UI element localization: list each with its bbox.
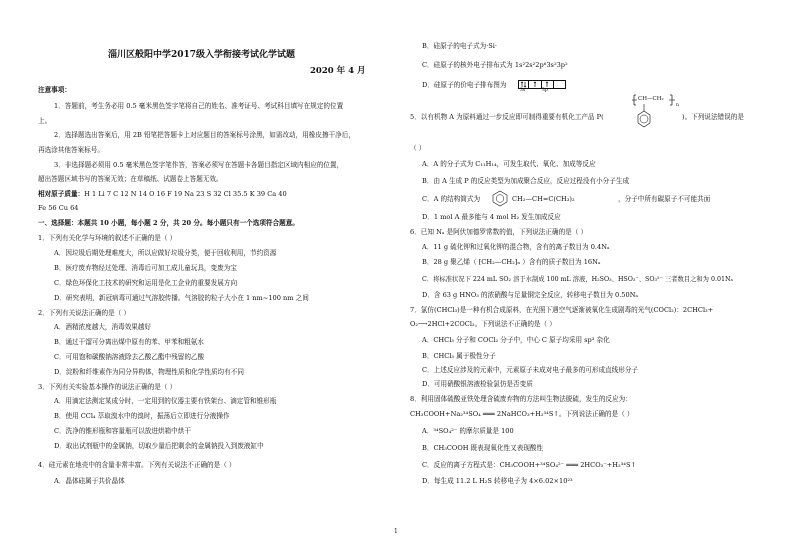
question-5-option-b: B．由 A 生成 P 的反应类型为加成聚合反应，反应过程没有小分子生成 [422,177,630,185]
question-5-option-c-tail: ，分子中所有碳原子不可能共面 [618,195,711,203]
question-6-option-d: D．含 63 g HNO₃ 的浓硝酸与足量铜完全反应，转移电子数目为 0.50Nₐ [422,291,639,299]
question-4-option-a: A．晶体硅属于共价晶体 [54,477,125,485]
atomic-mass-row-2: Fe 56 Cu 64 [38,204,79,212]
question-5-option-c-label: C．A 的结构简式为 [422,195,481,203]
notice-line: 2．选择题选出答案后，用 2B 铅笔把答题卡上对应题目的答案标号涂黑，如需改动，用橡皮擦干净后， [54,131,355,139]
electron-pair-arrows [519,81,528,88]
question-2-option-a: A．酒精浓度越大，消毒效果越好 [54,323,152,331]
question-1-option-b: B．医疗废弃物经过处理、消毒后可加工成儿童玩具，变废为宝 [54,264,237,272]
question-2-option-d: D．淀粉和纤维素作为同分异构体，物理性质和化学性质均有不同 [54,368,244,376]
question-1-option-c: C．绿色环保化工技术的研究和运用是化工企业的重要发展方向 [54,279,238,287]
question-6-stem: 6．已知 Nₐ 是阿伏加德罗常数的值，下列说法正确的是（ ） [410,228,588,236]
polymer-p-repeat-unit: CH—CH₂ [638,96,664,102]
question-8-option-d: D．每生成 11.2 L H₂S 转移电子为 4×6.02×10²³ [422,477,573,485]
question-6-option-c: C．将标准状况下 224 mL SO₂ 溶于水制成 100 mL 溶液，H₂SO₃、HSO₃⁻、SO₃²⁻ 三者数目之和为 0.01Nₐ [422,276,733,283]
question-3-stem: 3．下列有关实验基本操作的说法正确的是（ ） [38,383,177,391]
exam-date: 2020 年 4 月 [310,66,366,76]
question-5-option-d: D．1 mol A 最多能与 4 mol H₂ 发生加成反应 [422,213,561,221]
notice-line: 1．答题前，考生务必用 0.5 毫米黑色签字笔将自己的姓名、准考证号、考试科目填写在规定的位置 [54,102,344,110]
atomic-mass-row [38,190,287,199]
question-5-option-c [422,195,480,204]
question-8-stem-2: CH₃COOH+Na₂³⁴SO₄ ═══ 2NaHCO₃+H₂³⁴S↑。下列说法正确的是（ ） [410,410,634,418]
exam-title: 淄川区般阳中学2017级入学衔接考试化学试题 [108,50,296,60]
question-7-stem: 7．氯仿(CHCl₃)是一种有机合成原料，在光照下遇空气逐渐被氧化生成剧毒的光气(COCl₂)：2CHCl₃+ [410,306,714,314]
question-4-option-b: B．硅原子的电子式为·Si· [422,42,498,50]
question-4-option-d: D．硅原子的价电子排布图为 [422,81,507,89]
question-3-option-c: C．洗净的锥形瓶和容量瓶可以放进烘箱中烘干 [54,427,191,435]
benzene-ring-drawing [492,190,510,206]
question-6-option-a: A．11 g 硫化钾和过氧化钾的混合物，含有的离子数目为 0.4Nₐ [422,243,610,251]
question-1-option-a: A．因垃圾后期处理难度大，所以应做好垃圾分类，便于回收利用，节约资源 [54,249,277,257]
atomic-mass-label: 相对原子质量： [38,190,85,198]
question-6-option-b: B．28 g 聚乙烯（ ⁅CH₂—CH₂⁆ₙ ）含有的质子数目为 16Nₐ [422,258,601,266]
question-5-paren: （ ） [410,144,426,152]
atomic-mass-values: H 1 Li 7 C 12 N 14 O 16 F 19 Na 23 S 32 Cl 35.5 K 39 Ca 40 [84,190,287,198]
question-8-option-b: B．CH₃COOH 既表现氧化性又表现酸性 [422,444,544,452]
question-1-option-d: D．研究表明，新冠病毒可通过气溶胶传播。气溶胶的粒子大小在 1 nm~100 nm 之间 [54,294,309,302]
question-7-stem-2: O₂⟶2HCl+2COCl₂。下列说法不正确的是（ ） [410,320,556,328]
question-2-stem: 2．下列有关说法正确的是（ ） [38,309,131,317]
question-4-option-c: C．硅原子的核外电子排布式为 1s²2s²2p⁶3s²3p² [422,61,568,69]
orbital-label-3s: 3s [520,88,526,93]
question-7-option-a: A．CHCl₃ 分子和 COCl₂ 分子中，中心 C 原子均采用 sp³ 杂化 [422,336,610,344]
question-4-stem: 4．硅元素在地壳中的含量非常丰富。下列有关说法不正确的是（ ） [38,461,236,469]
question-3-option-b: B．使用 CCl₄ 萃取溴水中的溴时，振荡后立即进行分液操作 [54,412,230,420]
unpaired-electron-arrows [529,81,565,88]
question-5-stem [410,113,604,122]
question-8-stem: 8．利用固体硫酸亚铁处理含硫废弃物的方法叫生物法脱硫，发生的反应为： [410,395,632,403]
question-2-option-c: C．可用饱和碳酸钠溶液除去乙酸乙酯中残留的乙酸 [54,353,205,361]
question-7-option-d: D．可用硝酸银溶液检验氯仿是否变质 [422,380,533,388]
question-5-option-a: A．A 的分子式为 C₁₁H₁₄，可发生取代、氧化、加成等反应 [422,160,596,168]
polymer-p-n: n [676,103,679,108]
question-8-option-c: C．反应的离子方程式是：CH₃COOH+³⁴SO₄²⁻ ═══ 2HCO₃⁻+H₂³⁴S↑ [422,461,636,469]
question-5-stem-a: 5．以有机物 A 为原料通过一步反应即可制得重要有机化工产品 P( [410,113,604,121]
section-heading: 一、选择题：本题共 10 小题，每小题 2 分，共 20 分。每小题只有一个选项符合题意。 [38,219,299,227]
notice-heading: 注意事项： [38,86,71,94]
orbital-label-3p: 3p [542,88,548,93]
notice-line: 3．非选择题必须用 0.5 毫米黑色签字笔作答，答案必须写在答题卡各题目指定区域内相应的位置， [54,161,344,169]
question-2-option-b: B．通过干馏可分离出煤中原有的苯、甲苯和粗氨水 [54,338,204,346]
question-5-option-c-formula: CH₂—CH=C(CH₃)₂ [512,195,575,203]
notice-line: 再选涂其他答案标号。 [38,146,104,154]
notice-line: 超出答题区域书写的答案无效；在草稿纸、试题卷上答题无效。 [38,175,223,183]
question-7-option-b: B．CHCl₃ 属于极性分子 [422,352,496,360]
question-7-option-c: C．上述反应涉及的元素中，元素原子未成对电子最多的可形成直线形分子 [422,366,639,374]
question-3-option-a: A．用滴定法测定某成分时，一定用到的仪器主要有铁架台、滴定管和锥形瓶 [54,397,277,405]
notice-line: 上。 [38,117,52,125]
question-3-option-d: D．取出试剂瓶中的金属钠，切取少量后把剩余的金属钠投入到废液缸中 [54,442,264,450]
page-number: 1 [394,528,398,535]
question-1-stem: 1．下列有关化学与环境的叙述不正确的是（ ） [38,234,177,242]
question-8-option-a: A．³⁴SO₄²⁻ 的摩尔质量是 100 [422,427,514,435]
question-5-stem-b: )。下列说法错误的是 [682,113,744,121]
